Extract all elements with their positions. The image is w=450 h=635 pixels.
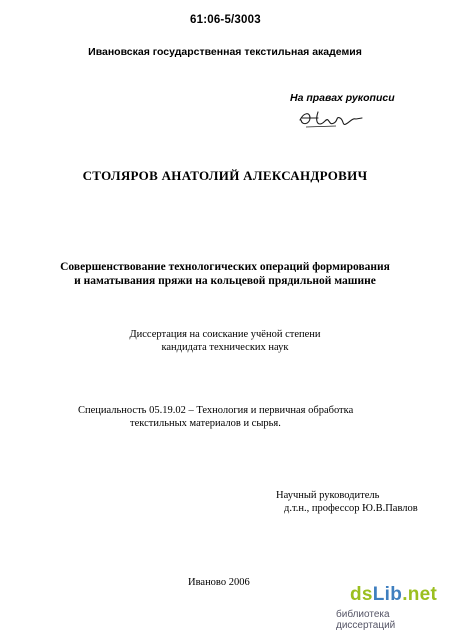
watermark-subtitle: библиотека диссертаций — [336, 609, 396, 631]
specialty-line-1: Специальность 05.19.02 – Технология и первичная обработка — [78, 405, 354, 416]
supervisor-name: д.т.н., профессор Ю.В.Павлов — [284, 503, 418, 514]
catalog-code: 61:06-5/3003 — [190, 14, 261, 26]
title-line-2: и наматывания пряжи на кольцевой прядильной машине — [74, 275, 376, 287]
scientific-supervisor — [276, 489, 418, 515]
supervisor-label: Научный руководитель — [276, 490, 380, 501]
title-line-1: Совершенствование технологических операций формирования — [60, 261, 390, 273]
logo-net-text: .net — [402, 584, 438, 605]
specialty-line-2: текстильных материалов и сырья. — [130, 418, 281, 429]
dslib-logo — [350, 584, 437, 606]
dissertation-title — [0, 260, 450, 288]
logo-lib-text: Lib — [372, 584, 403, 605]
degree-statement — [0, 328, 450, 354]
degree-line-1: Диссертация на соискание учёной степени — [129, 329, 321, 340]
logo-ds-text: ds — [350, 584, 373, 605]
institution-name: Ивановская государственная текстильная академия — [88, 46, 362, 58]
specialty-statement — [78, 404, 353, 430]
city-year: Иваново 2006 — [188, 577, 250, 588]
manuscript-rights-label: На правах рукописи — [290, 92, 395, 104]
dslib-watermark[interactable] — [326, 584, 450, 632]
degree-line-2: кандидата технических наук — [161, 342, 289, 353]
author-name: СТОЛЯРОВ АНАТОЛИЙ АЛЕКСАНДРОВИЧ — [82, 168, 368, 183]
handwritten-signature — [296, 106, 364, 132]
